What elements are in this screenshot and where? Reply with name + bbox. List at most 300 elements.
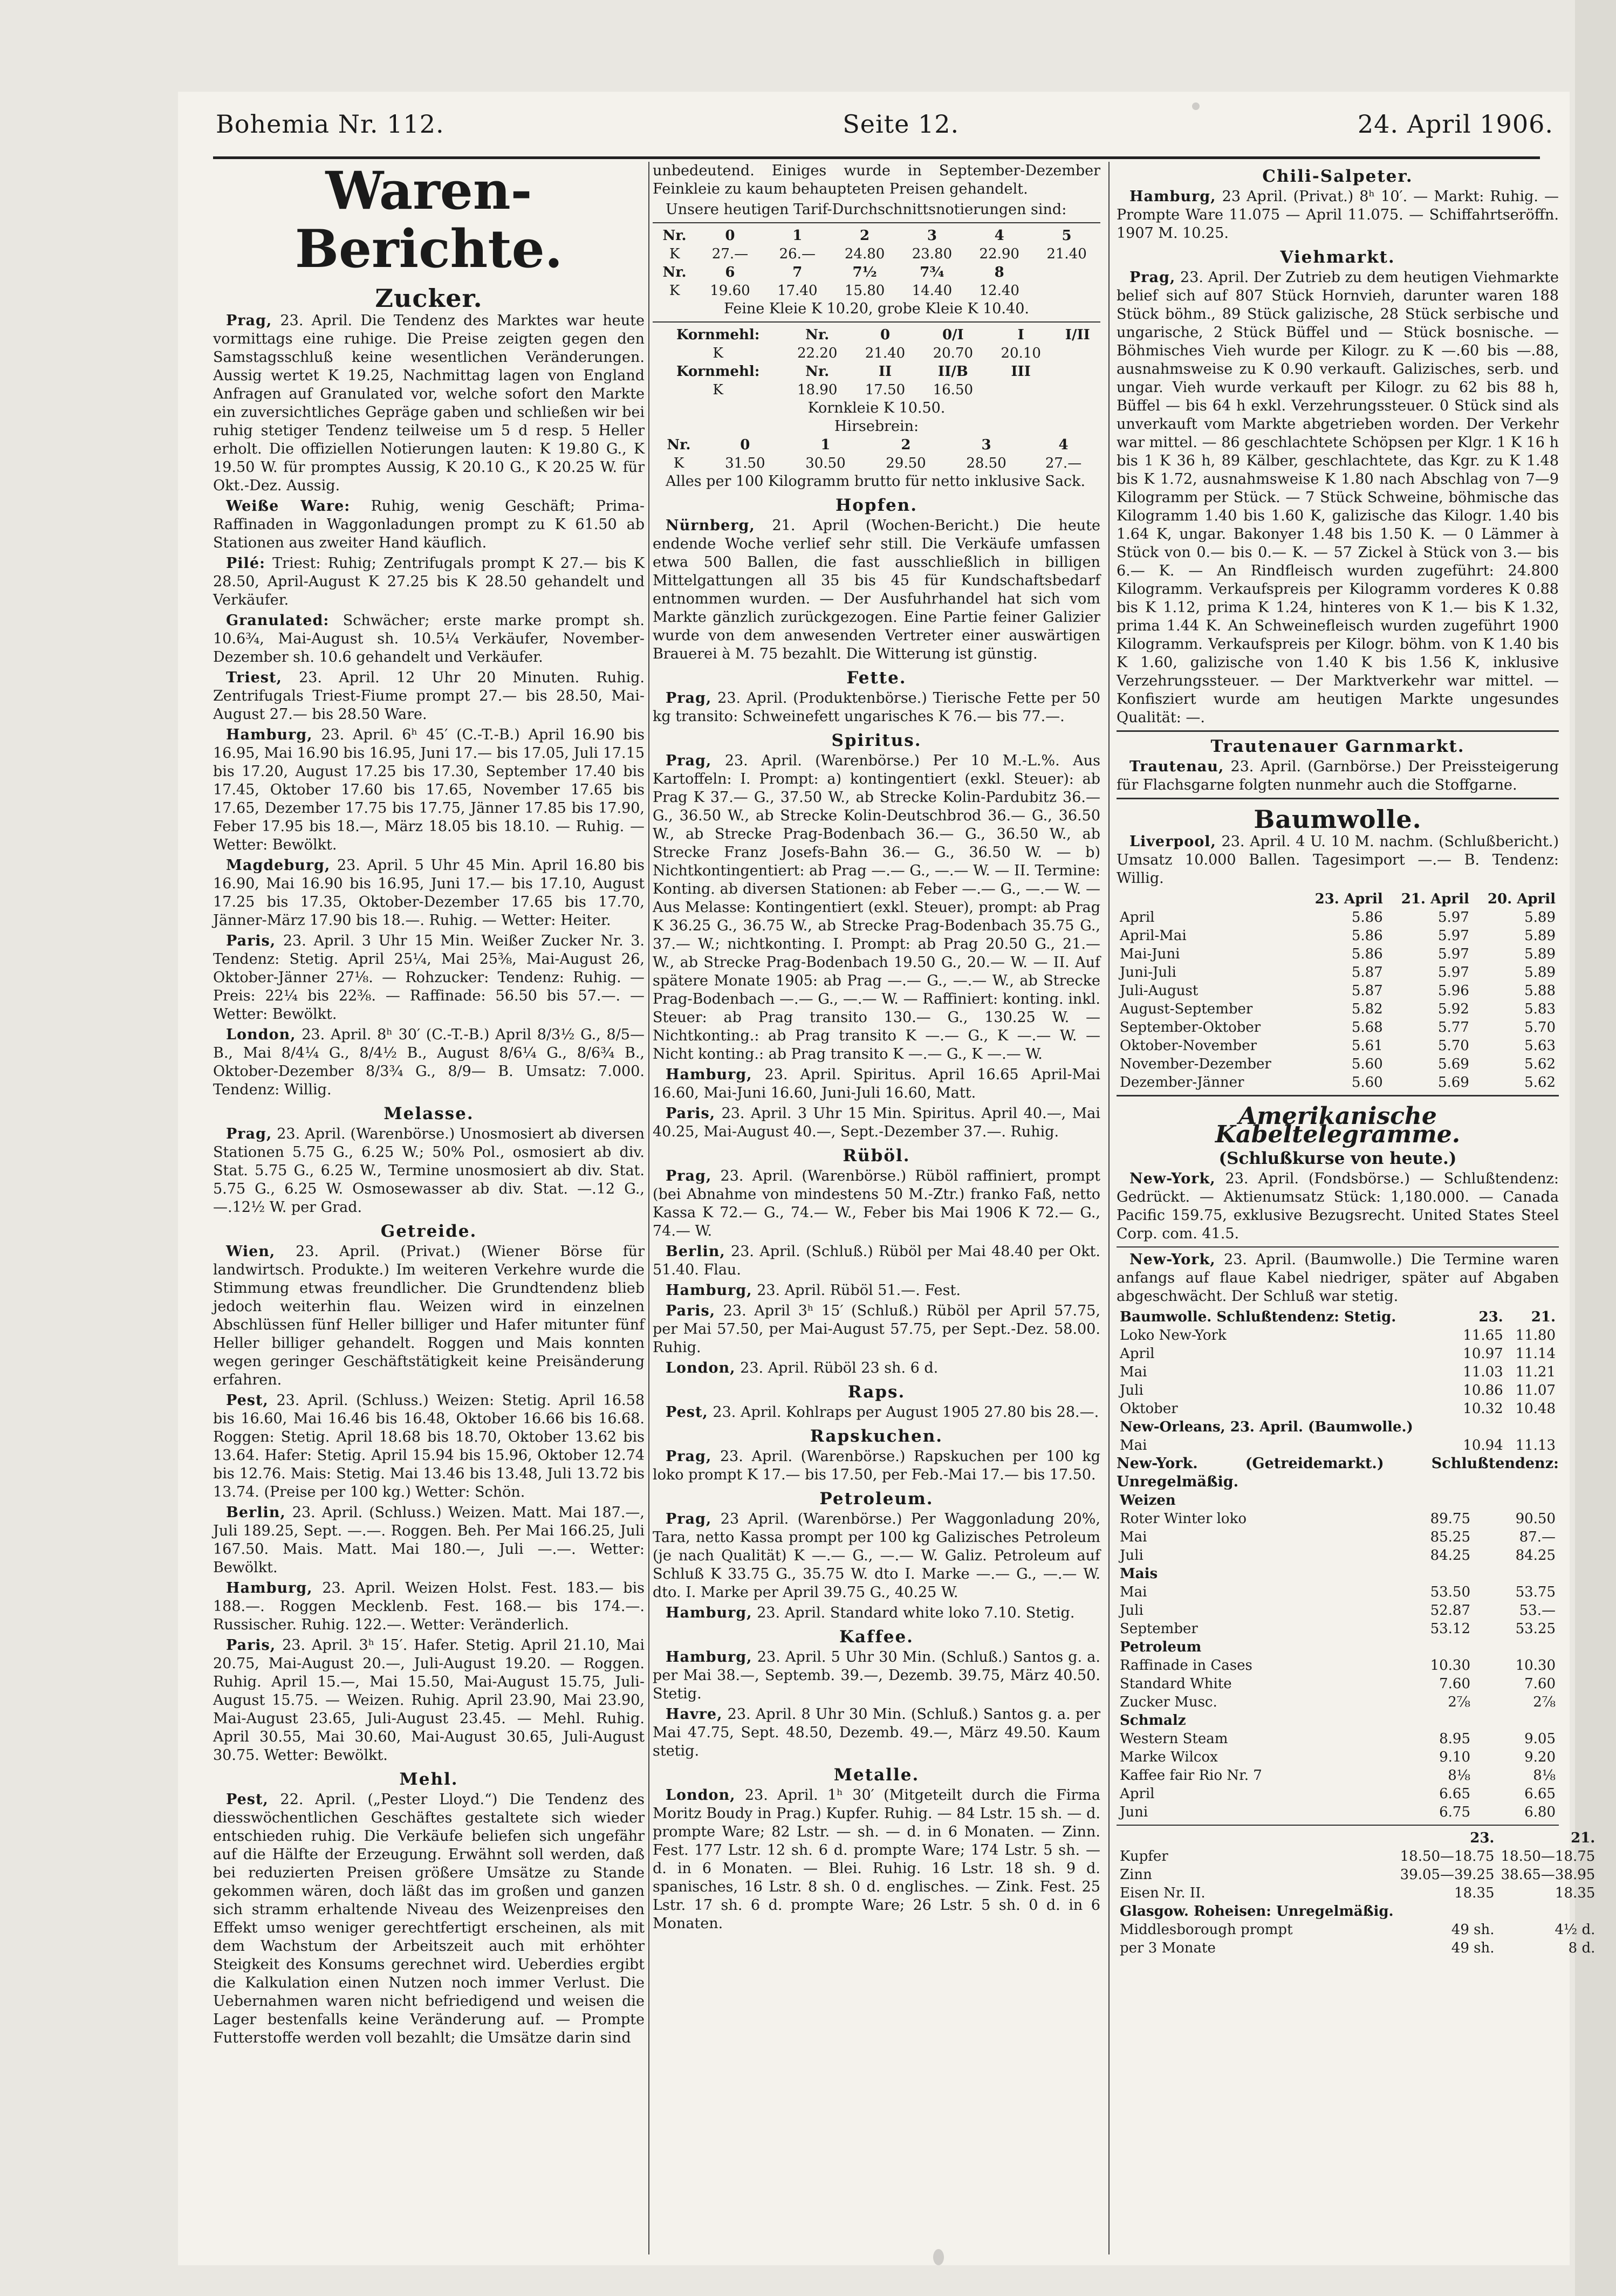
table-cell: 7¾ — [920, 264, 944, 280]
metals-table — [1117, 1829, 1598, 1957]
table-cell: 10.30 — [1430, 1657, 1470, 1674]
report-dateline: Magdeburg, — [226, 857, 331, 874]
newyork-cotton-table — [1117, 1308, 1559, 1455]
table-cell: 14.40 — [912, 283, 953, 299]
table-cell: 8 — [994, 264, 1004, 280]
table-cell: Nr. — [662, 264, 687, 280]
subsection-heading: Baumwolle. — [1254, 805, 1422, 834]
table-row — [653, 381, 1100, 399]
report-dateline: Berlin, — [226, 1504, 286, 1521]
table-cell: Kaffee fair Rio Nr. 7 — [1120, 1767, 1262, 1784]
table-cell: 38.65—38.95 — [1501, 1867, 1596, 1883]
table-cell: 6.65 — [1524, 1786, 1556, 1802]
report-paragraph — [653, 689, 1100, 726]
table-cell: 5.97 — [1437, 928, 1469, 944]
table-cell: K — [673, 455, 684, 471]
table-header-row — [1117, 890, 1559, 908]
section-separator — [1117, 798, 1559, 799]
table-row — [1117, 1583, 1559, 1601]
report-paragraph — [1117, 833, 1559, 888]
table-cell: 22.20 — [797, 345, 838, 361]
table-header-cell: 21. April — [1401, 891, 1469, 907]
table-cell: 8 d. — [1568, 1940, 1596, 1956]
table-cell: II/B — [937, 364, 968, 380]
report-dateline: Pest, — [666, 1404, 708, 1421]
table-row — [1117, 1345, 1559, 1363]
subsection-heading: Spiritus. — [831, 731, 922, 750]
report-dateline: Pest, — [226, 1791, 269, 1808]
table-cell: Nr. — [805, 364, 830, 380]
table-row — [1117, 963, 1559, 982]
table-cell: Juni-Juli — [1120, 964, 1176, 981]
subsection-heading: Fette. — [846, 668, 907, 688]
report-dateline: New-York, — [1129, 1251, 1216, 1268]
table-cell: 5.89 — [1524, 928, 1556, 944]
table-cell: Kornmehl: — [676, 327, 760, 343]
table-cell: 5.60 — [1351, 1074, 1383, 1091]
table-row — [1117, 1018, 1559, 1037]
table-cell: 53.50 — [1430, 1584, 1470, 1600]
table-cell: 9.05 — [1524, 1731, 1556, 1747]
table-cell: per 3 Monate — [1120, 1940, 1216, 1956]
table-cell: 6 — [725, 264, 735, 280]
table-cell: Roter Winter loko — [1120, 1511, 1247, 1527]
table-row — [1117, 1766, 1559, 1785]
table-header-cell: 23. — [1478, 1309, 1503, 1325]
section-rule — [1117, 1246, 1559, 1248]
report-text: 23. April. 12 Uhr 20 Minuten. Ruhig. Zentrifugals Triest-Fiume prompt 27.— bis 28.50, Mai-August 27.— bis 28.50 Ware. — [213, 669, 645, 723]
table-cell: Juli — [1120, 1382, 1143, 1399]
table-cell: 9.20 — [1524, 1749, 1556, 1765]
table-cell: 11.21 — [1515, 1364, 1556, 1380]
table-row — [1117, 1037, 1559, 1055]
report-text: 23. April. Spiritus. April 16.65 April-Mai 16.60, Mai-Juni 16.60, Juni-Juli 16.60, Matt. — [653, 1066, 1100, 1101]
table-cell: Marke Wilcox — [1120, 1749, 1218, 1765]
table-row — [1117, 1565, 1559, 1583]
table-cell: K — [713, 382, 723, 398]
table-cell: 23.80 — [912, 246, 953, 262]
report-text: 23. April. Standard white loko 7.10. Stetig. — [757, 1605, 1075, 1621]
report-text: 23. April. (Baumwolle.) Die Termine waren anfangs auf flaue Kabel niedriger, später auf Abgaben abgeschwächt. Der Schluß war stetig. — [1117, 1251, 1559, 1305]
table-cell: 5.88 — [1524, 983, 1556, 999]
report-text: 23. April. (Produktenbörse.) Tierische Fette per 50 kg transito: Schweinefett ungarisches K 76.— bis 77.—. — [653, 690, 1100, 725]
table-cell: 11.65 — [1463, 1327, 1503, 1344]
table-cell: 16.50 — [933, 382, 974, 398]
report-text: 22. April. („Pester Lloyd.“) Die Tendenz des diesswöchentlichen Geschäftes gestaltete sich wieder entschieden ruhig. Die Verkäufe beliefen sich ungefähr auf die Hälfte der Erzeugung. Erwähnt soll werden, daß bei reduzierten Preisen größere Umsätze zu Stande gekommen wären, doch läßt das im großen und ganzen sich stramm erhaltende Niveau des Weizenpreises den Effekt umso weniger gerechtfertigt erscheinen, als mit dem Wachstum der Arbeitszeit auch mit erhöhter Steigkeit des Konsums gerechnet wird. Ueberdies ergibt die Kalkulation einen Nutzen noch immer Verlust. Die Uebernahmen waren nicht befriedigend und weisen die Lager bestenfalls keine Veränderung auf. — Prompte Futterstoffe werden voll bezahlt; die Umsätze darin sind — [213, 1791, 645, 2046]
table-cell: 7.60 — [1524, 1676, 1556, 1692]
table-cell: 5.69 — [1437, 1074, 1469, 1091]
table-cell: April — [1120, 909, 1155, 926]
table-cell: 0 — [740, 437, 750, 453]
table-cell: K — [669, 283, 680, 299]
report-paragraph — [213, 1636, 645, 1765]
table-cell: 4 — [994, 228, 1004, 244]
table-row — [1117, 1748, 1559, 1766]
table-cell: 11.03 — [1463, 1364, 1503, 1380]
header-rule — [213, 156, 1540, 159]
report-text: 23. April. Rüböl 23 sh. 6 d. — [740, 1360, 939, 1376]
column-divider — [648, 162, 649, 2254]
table-header-cell: 21. — [1571, 1830, 1596, 1846]
table-cell: 2⅞ — [1448, 1694, 1470, 1710]
table-cell: 22.90 — [979, 246, 1019, 262]
report-text: 23. April. 1ʰ 30′ (Mitgeteilt durch die Firma Moritz Boudy in Prag.) Kupfer. Ruhig. — 84 Lstr. 15 sh. — d. prompte Ware; 82 Lstr. — sh. — d. in 6 Monaten. — Zinn. Fest. 177 Lstr. 12 sh. 6 d. prompte Ware; 174 Lstr. 5 sh. — d. in 6 Monaten. — Blei. Ruhig. 16 Lstr. 18 sh. 9 d. spanisches, 16 Lstr. 8 sh. 0 d. englisches. — Zink. Fest. 25 Lstr. 17 sh. 6 d. prompte Ware; 26 Lstr. 5 sh. 0 d. in 6 Monaten. — [653, 1787, 1100, 1932]
table-header-cell: 23. April — [1314, 891, 1383, 907]
header-page-number: Seite 12. — [843, 109, 960, 139]
table-cell: K — [669, 246, 680, 262]
table-cell: 30.50 — [805, 455, 846, 471]
report-dateline: Prag, — [226, 1126, 272, 1142]
table-cell: April-Mai — [1120, 928, 1187, 944]
table-cell: Loko New-York — [1120, 1327, 1227, 1344]
report-paragraph — [213, 669, 645, 724]
report-paragraph — [653, 1359, 1100, 1377]
table-cell: 5.86 — [1351, 928, 1383, 944]
table-cell: 85.25 — [1430, 1529, 1470, 1545]
table-cell: 10.94 — [1463, 1437, 1503, 1454]
table-row — [1117, 1510, 1559, 1528]
report-dateline: Trautenau, — [1129, 758, 1224, 775]
table-row — [1117, 1418, 1559, 1436]
hirse-table — [653, 436, 1100, 472]
report-paragraph — [1117, 758, 1559, 794]
subsection-subheading: (Schlußkurse von heute.) — [1218, 1149, 1457, 1168]
table-cell: 20.70 — [933, 345, 974, 361]
report-paragraph — [213, 856, 645, 930]
table-row — [1117, 1847, 1598, 1866]
table-row — [1117, 1866, 1598, 1884]
table-cell: 90.50 — [1515, 1511, 1556, 1527]
report-dateline: London, — [666, 1787, 736, 1804]
table-row — [1117, 927, 1559, 945]
table-cell: 5.62 — [1524, 1074, 1556, 1091]
table-row — [653, 362, 1100, 381]
report-text: 23. April. 5 Uhr 45 Min. April 16.80 bis 16.90, Mai 16.90 bis 16.95, Juni 17.— bis 17.10, August 17.25 bis 17.35, Oktober-Dezember 17.65 bis 17.70, Jänner-März 17.90 bis 18.—. Ruhig. — Wetter: Heiter. — [213, 857, 645, 929]
table-cell: 15.80 — [844, 283, 885, 299]
table-row — [1117, 1675, 1559, 1693]
table-header-row — [1117, 1829, 1598, 1847]
subsection-heading: Melasse. — [384, 1104, 474, 1123]
table-row — [1117, 1363, 1559, 1381]
table-cell: 4 — [1058, 437, 1069, 453]
table-cell — [1474, 1565, 1559, 1583]
table-cell: Juli — [1120, 1547, 1143, 1564]
table-row — [1117, 1326, 1559, 1345]
table-row — [1117, 1785, 1559, 1803]
table-cell: New-Orleans, 23. April. (Baumwolle.) — [1120, 1419, 1413, 1435]
report-text: 23. April. (Warenbörse.) Per 10 M.-L.%. Aus Kartoffeln: I. Prompt: a) kontingentiert (exkl. Steuer): ab Prag K 37.— G., 37.50 W., ab Strecke Kolin-Pardubitz 36.— G., 36.50 W., ab Strecke Kolin-Deutschbrod 36.— G., 36.50 W., ab Strecke Prag-Bodenbach 36.— G., 36.50 W., ab Strecke Franz Josefs-Bahn 36.— G., 36.50 W. — b) Nichtkontingentiert: ab Prag —.— G., —.— W. — II. Termine: Konting. ab diversen Stationen: ab Feber —.— G., —.— W. — Aus Melasse: Kontingentiert (exkl. Steuer), prompt: ab Prag K 36.25 G., 36.75 W., ab Strecke Prag-Bodenbach 35.75 G., 37.— W.; nichtkonting. I. Prompt: ab Prag 20.50 G., 21.— W., ab Strecke Prag-Bodenbach 19.50 G., 20.— W. — II. Auf spätere Monate 1905: ab Prag —.— G., —.— W., ab Strecke Prag-Bodenbach —.— G., —.— W. — Raffiniert: konting. inkl. Steuer: ab Prag transito 130.— G., 130.25 W. — Nichtkonting.: ab Prag transito K —.— G., K —.— W. — Nicht konting.: ab Prag transito K —.— G., K —.— W. — [653, 752, 1100, 1063]
table-cell: II — [878, 364, 892, 380]
table-cell: 5.96 — [1437, 983, 1469, 999]
report-text: 23. April. 3ʰ 15′. Hafer. Stetig. April 21.10, Mai 20.75, Mai-August 20.—, Juli-August 19.20. — Roggen. Ruhig. April 15.—, Mai 15.50, Mai-August 15.75, Juli-August 15.75. — Weizen. Ruhig. April 23.90, Mai 23.90, Mai-August 23.65, Juli-August 23.45. — Mehl. Ruhig. April 30.55, Mai 30.60, Mai-August 30.65, Juli-August 30.75. Wetter: Bewölkt. — [213, 1637, 645, 1764]
report-dateline: Prag, — [666, 1448, 712, 1465]
report-text: 23. April. (Privat.) (Wiener Börse für landwirtsch. Produkte.) Im weiteren Verkehre wurde die Stimmung etwas freundlicher. Die Grundtendenz blieb jedoch weiterhin flau. Weizen wird in einzelnen Abschlüssen fünf Heller billiger und Hafer mitunter fünf Heller billiger gehandelt. Roggen und Mais konnten wegen geringer Geschäftstätigkeit keine Preisänderung erfahren. — [213, 1243, 645, 1388]
table-cell: 5.60 — [1351, 1056, 1383, 1072]
table-row — [1117, 1803, 1559, 1821]
table-cell: 5.89 — [1524, 946, 1556, 962]
report-text: 23 April. (Warenbörse.) Per Waggonladung 20%, Tara, netto Kassa prompt per 100 kg Galizisches Petroleum (je nach Qualität) K —.— G., —.— W. Galiz. Petroleum auf Schluß K 33.75 G., 35.75 W. dto I. Marke —.— G., —.— W. dto. I. Marke per April 39.75 G., 40.25 W. — [653, 1511, 1100, 1601]
subsection-heading: Getreide. — [380, 1222, 477, 1241]
report-paragraph — [653, 1786, 1100, 1933]
table-cell: 53.75 — [1515, 1584, 1556, 1600]
table-row — [1117, 1638, 1559, 1656]
report-dateline: Nürnberg, — [666, 517, 755, 534]
table-cell: 29.50 — [886, 455, 926, 471]
table-cell: 8⅛ — [1533, 1767, 1556, 1784]
report-dateline: Liverpool, — [1129, 833, 1216, 850]
report-dateline: Granulated: — [226, 612, 330, 629]
table-cell: 5.92 — [1437, 1001, 1469, 1017]
table-cell: 26.— — [779, 246, 816, 262]
table-cell: 3 — [981, 437, 991, 453]
table-cell: 10.97 — [1463, 1346, 1503, 1362]
subsection-heading: Raps. — [847, 1382, 906, 1402]
report-paragraph: unbedeutend. Einiges wurde in September-Dezember Feinkleie zu kaum behaupteten Preisen gehandelt. — [653, 162, 1100, 197]
table-header-cell — [1117, 1829, 1397, 1847]
report-paragraph — [213, 726, 645, 854]
report-paragraph — [653, 1604, 1100, 1622]
table-cell: 10.32 — [1463, 1401, 1503, 1417]
report-text: 23. April. (Schluss.) Weizen: Stetig. April 16.58 bis 16.60, Mai 16.46 bis 16.48, Oktober 16.66 bis 16.68. Roggen: Stetig. April 18.68 bis 18.70, Oktober 13.62 bis 13.64. Hafer: Stetig. April 15.94 bis 15.96, Oktober 12.74 bis 12.76. Mais: Stetig. Mai 13.46 bis 13.48, Juli 13.72 bis 13.74. (Preise per 100 kg.) Wetter: Schön. — [213, 1392, 645, 1500]
table-header-cell: 20. April — [1487, 891, 1556, 907]
report-paragraph — [653, 1167, 1100, 1240]
table-cell: 11.07 — [1515, 1382, 1556, 1399]
table-cell: III — [1011, 364, 1031, 380]
table-cell — [1388, 1638, 1474, 1656]
report-paragraph — [653, 1448, 1100, 1484]
table-cell: Schmalz — [1120, 1712, 1186, 1729]
table-row — [1117, 982, 1559, 1000]
report-text: Triest: Ruhig; Zentrifugals prompt K 27.— bis K 28.50, April-August K 27.25 bis K 28.50 gehandelt und Verkäufer. — [213, 555, 645, 608]
table-cell: 10.30 — [1515, 1657, 1556, 1674]
table-cell: 18.35 — [1454, 1885, 1495, 1901]
table-cell: 6.75 — [1439, 1804, 1470, 1820]
report-dateline: Hamburg, — [226, 727, 313, 743]
page-header — [216, 102, 1553, 146]
table-cell: Nr. — [805, 327, 830, 343]
table-cell: Raffinade in Cases — [1120, 1657, 1252, 1674]
report-text: Ruhig, wenig Geschäft; Prima-Raffinaden in Waggonladungen prompt zu K 61.50 ab Stationen aus zweiter Hand käuflich. — [213, 498, 645, 551]
report-text: 23. April. 4 U. 10 M. nachm. (Schlußbericht.) Umsatz 10.000 Ballen. Tagesimport —.— B. Tendenz: Willig. — [1117, 833, 1559, 887]
report-paragraph — [653, 1105, 1100, 1141]
table-cell: 11.13 — [1515, 1437, 1556, 1454]
table-row — [1117, 1528, 1559, 1546]
table-cell: September — [1120, 1621, 1198, 1637]
table-cell: 18.50—18.75 — [1501, 1848, 1596, 1865]
table-cell: 5.86 — [1351, 946, 1383, 962]
table-cell: Juni — [1120, 1804, 1148, 1820]
report-paragraph — [1117, 269, 1559, 727]
table-title: New-York. (Getreidemarkt.) Schlußtendenz: Unregelmäßig. — [1117, 1455, 1559, 1490]
table-header-cell: 21. — [1531, 1309, 1556, 1325]
report-dateline: Paris, — [226, 1637, 276, 1654]
table-cell: 5 — [1062, 228, 1072, 244]
table-cell: 20.10 — [1001, 345, 1041, 361]
report-text: 23. April. (Schluss.) Weizen. Matt. Mai 187.—, Juli 189.25, Sept. —.—. Roggen. Beh. Per Mai 166.25, Juli 167.50. Mais. Matt. Mai 180.—, Juli —.—. Wetter: Bewölkt. — [213, 1504, 645, 1576]
report-paragraph — [213, 1579, 645, 1634]
table-cell: 5.97 — [1437, 909, 1469, 926]
table-cell: 1 — [792, 228, 803, 244]
report-dateline: Wien, — [226, 1243, 276, 1260]
table-row — [1117, 1601, 1559, 1620]
table-cell: 49 sh. — [1451, 1922, 1495, 1938]
table-row — [1117, 1711, 1559, 1730]
table-rule — [653, 321, 1100, 323]
table-row — [1117, 1693, 1559, 1711]
table-cell: 5.70 — [1437, 1038, 1469, 1054]
table-cell: 6.80 — [1524, 1804, 1556, 1820]
table-cell: 6.65 — [1439, 1786, 1470, 1802]
tariff-table — [653, 227, 1100, 300]
report-text: 21. April (Wochen-Bericht.) Die heute endende Woche verlief sehr still. Die Verkäufe umfassen etwa 500 Ballen, die fast ausschließlich in billigen Mittelgattungen all 35 bis 45 für Kundschaftsbedarf entnommen wurden. — Der Ausfuhrhandel hat sich vom Markte gänzlich zurückgezogen. Eine Partie feiner Galizier wurde von dem anwesenden Vertreter einer auswärtigen Brauerei à M. 75 bezahlt. Die Witterung ist günstig. — [653, 517, 1100, 662]
report-text: 23. April. 5 Uhr 30 Min. (Schluß.) Santos g. a. per Mai 38.—, Septemb. 39.—, Dezemb. 39.75, März 40.50. Stetig. — [653, 1649, 1100, 1702]
table-rule — [653, 222, 1100, 223]
report-dateline: Hamburg, — [666, 1066, 752, 1083]
report-dateline: Hamburg, — [1129, 188, 1216, 205]
report-text: 23. April. (Warenbörse.) Rapskuchen per 100 kg loko prompt K 17.— bis 17.50, per Feb.-Mai 17.— bis 17.50. — [653, 1448, 1100, 1483]
table-cell: Nr. — [662, 228, 687, 244]
table-cell: 9.10 — [1439, 1749, 1470, 1765]
header-date: 24. April 1906. — [1357, 109, 1553, 139]
table-cell: 84.25 — [1515, 1547, 1556, 1564]
report-paragraph — [213, 1504, 645, 1577]
table-row — [1117, 945, 1559, 963]
table-cell: Mai-Juni — [1120, 946, 1180, 962]
table-cell: 1 — [820, 437, 831, 453]
section-title: Waren-Berichte. — [295, 160, 563, 279]
table-cell: Western Steam — [1120, 1731, 1228, 1747]
report-dateline: Paris, — [226, 933, 276, 949]
report-paragraph — [653, 517, 1100, 663]
subsection-heading: Rüböl. — [843, 1146, 910, 1166]
table-cell: 18.90 — [797, 382, 838, 398]
table-cell: Mais — [1120, 1566, 1158, 1582]
report-dateline: Berlin, — [666, 1243, 725, 1260]
table-row — [653, 454, 1100, 472]
report-dateline: Weiße Ware: — [226, 498, 351, 515]
report-text: 23. April. (Garnbörse.) Der Preissteigerung für Flachsgarne folgten nunmehr auch die Stoffgarne. — [1117, 758, 1559, 793]
table-cell: 5.68 — [1351, 1019, 1383, 1036]
report-dateline: Prag, — [666, 690, 712, 707]
table-cell: Middlesborough prompt — [1120, 1922, 1293, 1938]
report-paragraph — [653, 1066, 1100, 1102]
report-paragraph — [213, 1243, 645, 1389]
report-text: 23. April. Die Tendenz des Marktes war heute vormittags eine ruhige. Die Preise zeigten gegen den Samstagsschluß keine wesentlichen Veränderungen. Aussig wertet K 19.25, Nachmittag lagen von England Anfragen auf Granulated vor, welche sofort den Markte ein zuversichtliches Gepräge gaben und schließen wir bei ruhig stetiger Tendenz teilweise um 5 d resp. 5 Heller erholt. Die offiziellen Notierungen lauten: K 19.80 G., K 19.50 W. für promptes Aussig, K 20.10 G., K 20.25 W. für Okt.-Dez. Aussig. — [213, 312, 645, 494]
table-header-cell: Baumwolle. Schlußtendenz: Stetig. — [1120, 1309, 1396, 1325]
report-dateline: Pilé: — [226, 555, 265, 572]
table-cell: 5.62 — [1524, 1056, 1556, 1072]
subsection-heading: Trautenauer Garnmarkt. — [1210, 737, 1465, 756]
report-dateline: Hamburg, — [666, 1605, 752, 1621]
report-dateline: Havre, — [666, 1706, 723, 1723]
table-row — [1117, 1400, 1559, 1418]
report-dateline: Prag, — [666, 752, 712, 769]
table-note: Hirsebrein: — [834, 418, 919, 435]
table-note: Feine Kleie K 10.20, grobe Kleie K 10.40. — [724, 300, 1029, 317]
table-cell: 5.77 — [1437, 1019, 1469, 1036]
table-cell: Petroleum — [1120, 1639, 1202, 1655]
report-dateline: New-York, — [1129, 1170, 1216, 1187]
table-cell — [1388, 1491, 1474, 1510]
table-cell — [1388, 1711, 1474, 1730]
table-cell: 53.25 — [1515, 1621, 1556, 1637]
table-cell: 2⅞ — [1533, 1694, 1556, 1710]
table-cell: Kupfer — [1120, 1848, 1168, 1865]
table-cell: 8.95 — [1439, 1731, 1470, 1747]
table-row — [1117, 1884, 1598, 1902]
report-dateline: Pest, — [226, 1392, 269, 1409]
table-cell: 7 — [792, 264, 803, 280]
table-header-cell — [1117, 890, 1300, 908]
table-cell — [1397, 1902, 1498, 1921]
report-dateline: Prag, — [666, 1168, 712, 1184]
table-cell: 0 — [725, 228, 735, 244]
table-cell: 5.89 — [1524, 909, 1556, 926]
table-cell: 5.83 — [1524, 1001, 1556, 1017]
report-dateline: Paris, — [666, 1105, 716, 1122]
table-cell: Juli-August — [1120, 983, 1199, 999]
subsection-heading: Metalle. — [833, 1765, 920, 1785]
table-cell: 52.87 — [1430, 1602, 1470, 1619]
table-cell: Eisen Nr. II. — [1120, 1885, 1206, 1901]
report-paragraph — [213, 932, 645, 1024]
table-cell: 5.86 — [1351, 909, 1383, 926]
table-row — [1117, 908, 1559, 927]
report-text: 23. April. Der Zutrieb zu dem heutigen Viehmarkte belief sich auf 807 Stück Hornvieh, darunter waren 188 Stück böhm., 89 Stück galizische, 28 Stück serbische und ungarische, 2 Stück Büffel und — Stück bosnische. — Böhmisches Vieh wurde per Kilogr. zu K —.60 bis —.88, ausnahmsweise zu K 0.90 verkauft. Galizisches, serb. und ungar. Vieh wurde verkauft per Kilogr. zu 62 bis 88 h, Büffel — bis 64 h exkl. Verzehrungssteuer. 0 Stück sind als unverkauft vom Markte abgetrieben worden. Der Verkehr war mittel. — 86 geschlachtete Schöpsen per Klgr. 1 K 16 h bis 1 K 36 h, 89 Kälber, geschlachtete, das Kgr. zu K 1.48 bis K 1.72, ausnahmsweise K 1.80 nach Abschlag von 7—9 Kilogramm per Stück. — 7 Stück Schweine, böhmische das Kilogramm 1.40 bis 1.60 K, galizische das Kilogr. 1.40 bis 1.64 K, ungar. Bakonyer 1.48 bis 1.50 K. — 0 Lämmer à Stück von 0.— bis 0.— K. — 57 Zickel à Stück von 3.— bis 6.— K. — An Rindfleisch wurden zugeführt: 24.800 Kilogramm. Verkaufspreis per Kilogramm vorderes K 0.88 bis K 1.12, prima K 1.24, hinteres von K 1.— bis K 1.32, prima 1.44 K. An Schweinefleisch wurden zugeführt 1900 Kilogramm. Verkaufspreis per Kilogr. böhm. von K 1.40 bis K 1.60, galizische von 1.40 K bis 1.56 K, inklusive Verzehrungssteuer. — Der Marktverkehr war mittel. — Konfisziert wurde am heutigen Markte ungesundes Qualität: —. — [1117, 269, 1559, 726]
table-cell: 27.— — [1045, 455, 1082, 471]
liverpool-cotton-table — [1117, 890, 1559, 1092]
table-cell: 0 — [880, 327, 891, 343]
report-paragraph — [653, 1403, 1100, 1422]
table-cell: 53.12 — [1430, 1621, 1470, 1637]
subsection-heading: Amerikanische Kabeltelegramme. — [1215, 1102, 1461, 1148]
table-cell: 31.50 — [725, 455, 765, 471]
table-cell: 49 sh. — [1451, 1940, 1495, 1956]
report-paragraph — [213, 1791, 645, 2047]
table-cell: Oktober — [1120, 1401, 1178, 1417]
header-publication: Bohemia Nr. 112. — [216, 109, 444, 139]
section-separator — [1117, 1095, 1559, 1096]
report-dateline: Prag, — [226, 312, 272, 329]
table-row — [1117, 1546, 1559, 1565]
table-cell — [1454, 1418, 1506, 1436]
report-dateline: London, — [226, 1026, 296, 1043]
table-cell: 89.75 — [1430, 1511, 1470, 1527]
report-paragraph — [653, 752, 1100, 1064]
table-row — [1117, 1491, 1559, 1510]
table-row — [1117, 1939, 1598, 1957]
table-cell: 17.40 — [777, 283, 818, 299]
table-cell: Dezember-Jänner — [1120, 1074, 1244, 1091]
report-text: 23. April. Weizen Holst. Fest. 183.— bis 188.—. Roggen Mecklenb. Fest. 168.— bis 174.—. Russischer. Ruhig. 122.—. Wetter: Veränderlich. — [213, 1580, 645, 1633]
table-note: Kornkleie K 10.50. — [807, 400, 946, 416]
table-row — [1117, 1902, 1598, 1921]
table-cell: I/II — [1065, 327, 1090, 343]
table-cell: 0/I — [942, 327, 964, 343]
table-cell: 27.— — [711, 246, 749, 262]
report-paragraph — [653, 1648, 1100, 1703]
report-dateline: Paris, — [666, 1303, 716, 1319]
report-text: 23. April. 3 Uhr 15 Min. Spiritus. April 40.—, Mai 40.25, Mai-August 40.—, Sept.-Dezember 37.—. Ruhig. — [653, 1105, 1100, 1140]
column-1 — [213, 162, 645, 2265]
table-cell: 39.05—39.25 — [1400, 1867, 1495, 1883]
table-cell: 5.70 — [1524, 1019, 1556, 1036]
column-divider — [1108, 162, 1110, 2254]
table-cell: 7.60 — [1439, 1676, 1470, 1692]
table-cell: November-Dezember — [1120, 1056, 1271, 1072]
table-row — [1117, 1436, 1559, 1455]
report-text: 23 April. (Privat.) 8ʰ 10′. — Markt: Ruhig. — Prompte Ware 11.075 — April 11.075. — Schiffahrtseröffn. 1907 M. 10.25. — [1117, 188, 1559, 242]
